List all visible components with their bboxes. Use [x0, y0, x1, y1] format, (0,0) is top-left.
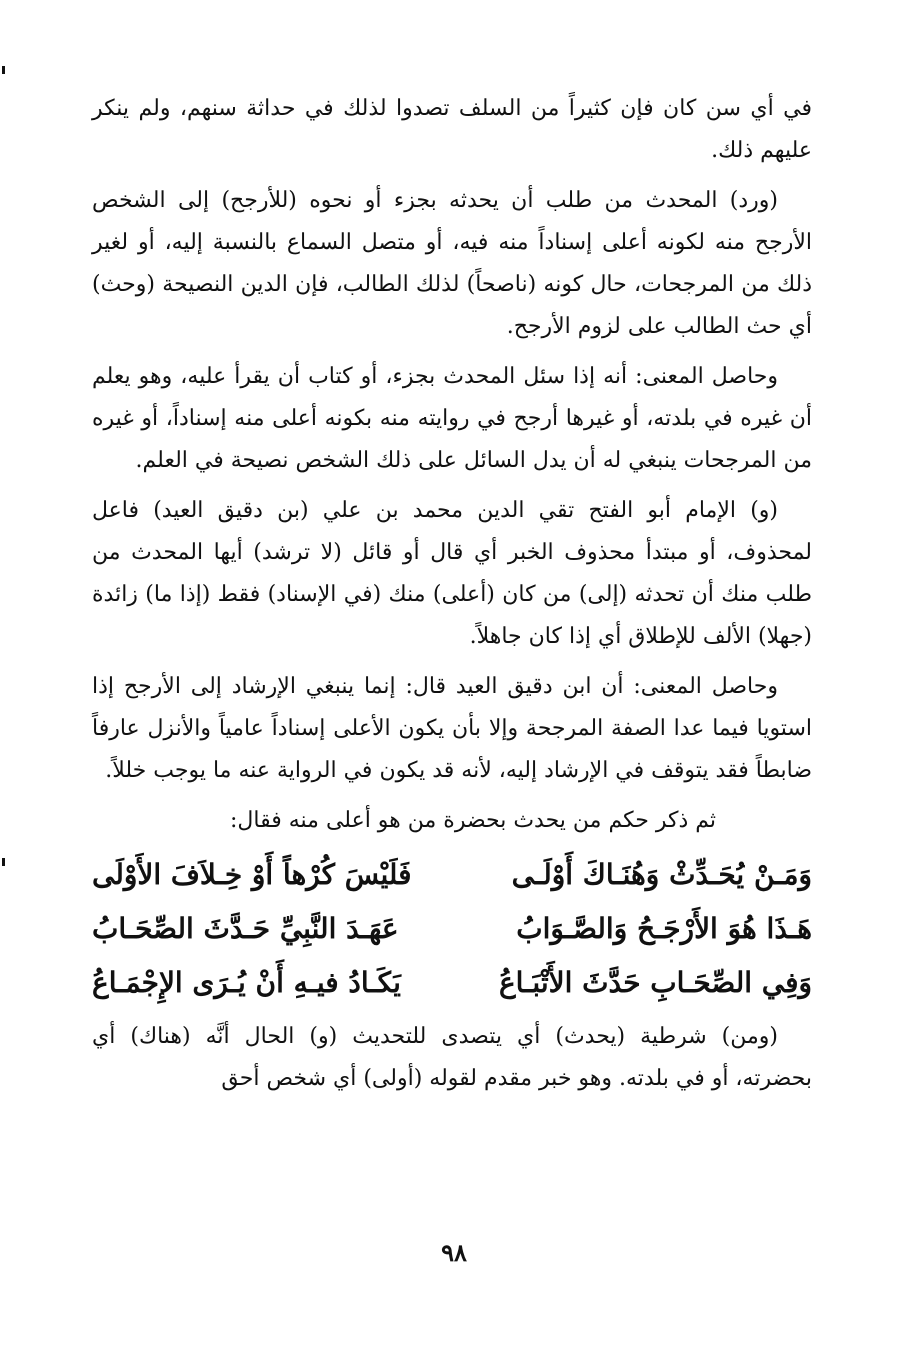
verse-3-first-hemistich: وَفِي الصِّحَـابِ حَدَّثَ الأَتْبَـاعُ — [498, 966, 812, 999]
verse-intro: ثم ذكر حكم من يحدث بحضرة من هو أعلى منه فقال: — [230, 808, 716, 833]
paragraph-2: (ورد) المحدث من طلب أن يحدثه بجزء أو نحوه (للأرجح) إلى الشخص الأرجح منه لكونه أعلى إسناداً منه فيه، أو متصل السماع بالنسبة إليه، أو لغير ذلك من المرجحات، حال كونه (ناصحاً) لذلك الطالب، فإن الدين النصيحة (وحث) أي حث الطالب على لزوم الأرجح. — [92, 188, 812, 339]
poem-verses — [92, 848, 812, 1010]
verse-1-second-hemistich: فَلَيْسَ كُرْهاً أَوْ خِـلاَفَ الأَوْلَى — [92, 858, 412, 891]
paragraph-4: (و) الإمام أبو الفتح تقي الدين محمد بن علي (بن دقيق العيد) فاعل لمحذوف، أو مبتدأ محذوف الخبر أي قال أو قائل (لا ترشد) أيها المحدث من طلب منك أن تحدثه (إلى) من كان (أعلى) منك (في الإسناد) فقط (إذا ما) زائدة (جهلا) الألف للإطلاق أي إذا كان جاهلاً. — [92, 498, 812, 649]
paragraph-1: في أي سن كان فإن كثيراً من السلف تصدوا لذلك في حداثة سنهم، ولم ينكر عليهم ذلك. — [92, 96, 812, 163]
page-number: ٩٨ — [441, 1238, 467, 1267]
verse-3 — [92, 956, 812, 1010]
verse-2-first-hemistich: هَـذَا هُوَ الأَرْجَـحُ وَالصَّـوَابُ — [516, 912, 812, 945]
paragraph-3: وحاصل المعنى: أنه إذا سئل المحدث بجزء، أو كتاب أن يقرأ عليه، وهو يعلم أن غيره في بلدته، أو غيرها أرجح في روايته منه بكونه أعلى منه إسناداً، أو غيره من المرجحات ينبغي له أن يدل السائل على ذلك الشخص نصيحة في العلم. — [92, 364, 812, 473]
page-body — [92, 88, 812, 1108]
verse-2 — [92, 902, 812, 956]
verse-1 — [92, 848, 812, 902]
paragraph-5: وحاصل المعنى: أن ابن دقيق العيد قال: إنما ينبغي الإرشاد إلى الأرجح إذا استويا فيما عدا الصفة المرجحة وإلا بأن يكون الأعلى إسناداً عامياً والأنزل عارفاً ضابطاً فقد يتوقف في الإرشاد إليه، لأنه قد يكون في الرواية عنه ما يوجب خللاً. — [92, 674, 812, 783]
margin-mark-top — [2, 66, 5, 74]
margin-mark-middle — [2, 858, 5, 866]
verse-1-first-hemistich: وَمَـنْ يُحَـدِّثْ وَهُنَـاكَ أَوْلَـى — [511, 858, 812, 891]
paragraph-closing: (ومن) شرطية (يحدث) أي يتصدى للتحديث (و) الحال أنَّه (هناك) أي بحضرته، أو في بلدته. وهو خبر مقدم لقوله (أولى) أي شخص أحق — [92, 1024, 812, 1091]
verse-3-second-hemistich: يَكَـادُ فيـهِ أَنْ يُـرَى الإِجْمَـاعُ — [92, 966, 401, 999]
verse-2-second-hemistich: عَهَـدَ النَّبِيِّ حَـدَّثَ الصِّحَـابُ — [92, 912, 399, 945]
